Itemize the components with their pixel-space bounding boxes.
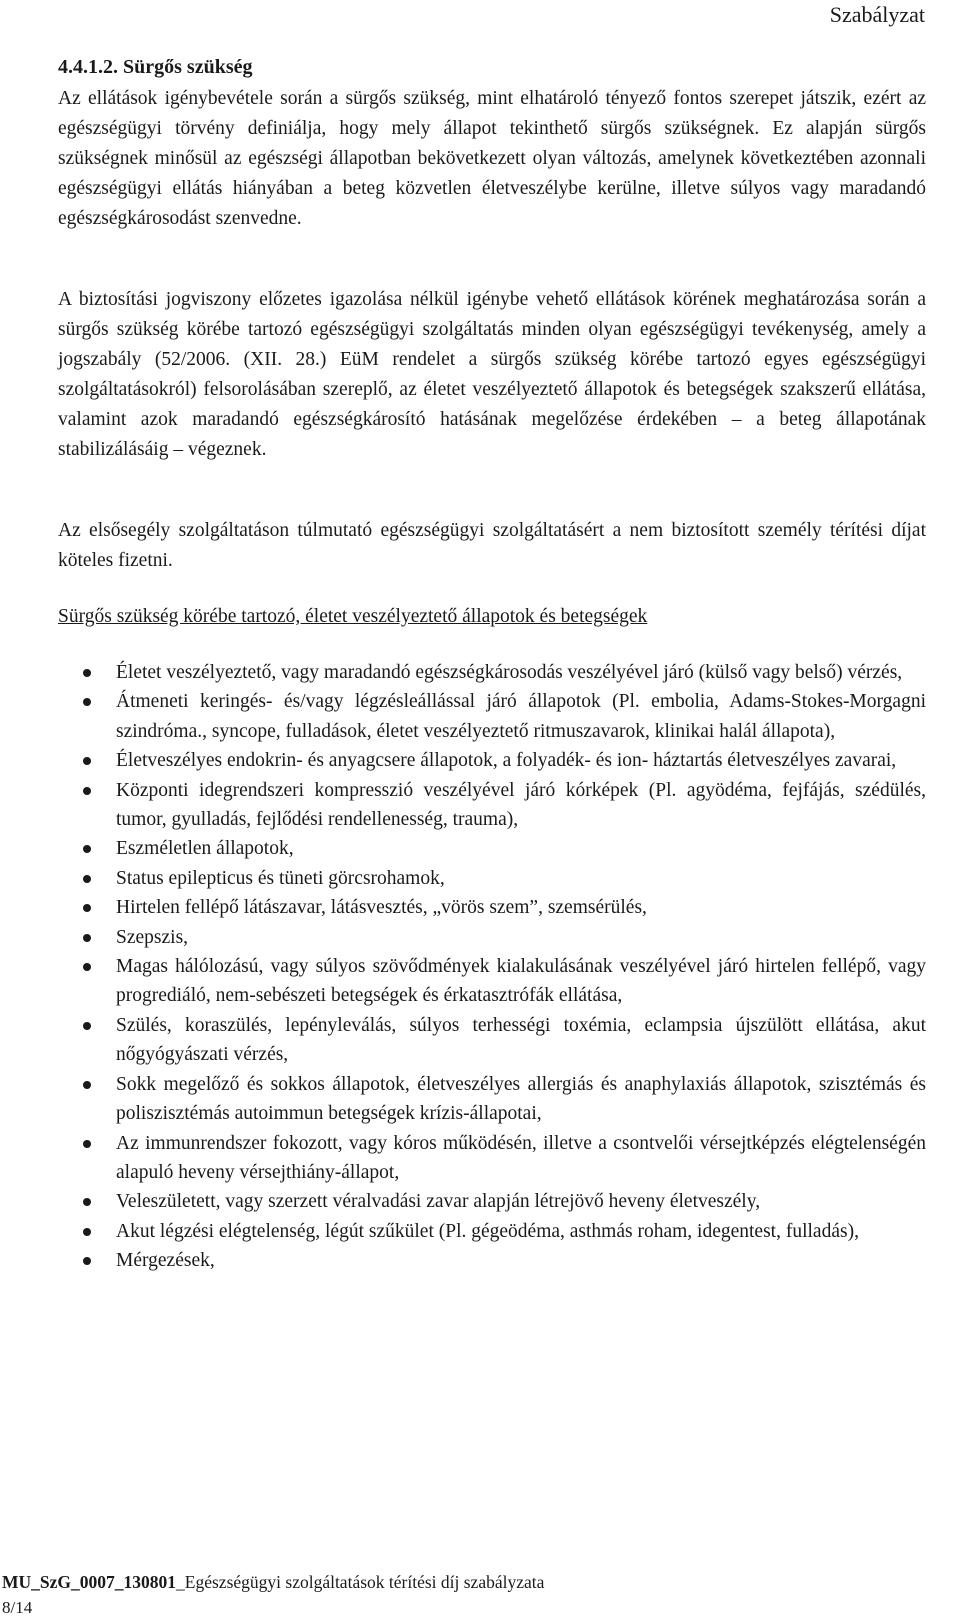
footer-code: MU_SzG_0007_130801 [2,1572,177,1592]
list-item [116,893,926,922]
list-item [116,864,926,893]
list-item-text: Életveszélyes endokrin- és anyagcsere állapotok, a folyadék- és ion- háztartás életveszélyes zavarai, [116,750,897,772]
bullet-icon [83,1022,91,1030]
bullet-icon [83,1081,91,1089]
list-item-text: Magas hálólozású, vagy súlyos szövődmények kialakulásának veszélyével járó hirtelen fellépő, vagy progrediáló, nem-sebészeti betegségek és érkatasztrófák ellátása, [116,956,926,1007]
paragraph-scope: A biztosítási jogviszony előzetes igazolása nélkül igénybe vehető ellátások körének meghatározása során a sürgős szükség körébe tartozó egészségügyi szolgáltatás minden olyan egészségügyi tevékenység, amely a jogszabály (52/2006. (XII. 28.) EüM rendelet a sürgős szükség körébe tartozó egyes egészségügyi szolgáltatásokról) felsorolásában szereplő, az életet veszélyeztető állapotok és betegségek szakszerű ellátása, valamint azok maradandó egészségkárosító hatásának megelőzése érdekében – a beteg állapotának stabilizálásáig – végeznek. [58,289,926,460]
bullet-icon [83,1257,91,1265]
list-item-text: Szülés, koraszülés, lepényleválás, súlyos terhességi toxémia, eclampsia újszülött ellátása, akut nőgyógyászati vérzés, [116,1014,926,1066]
list-item-text: Status epilepticus és tüneti görcsrohamok, [116,867,445,889]
list-item [116,1011,926,1070]
list-item [116,923,926,952]
paragraph-fee: Az elsősegély szolgáltatáson túlmutató egészségügyi szolgáltatásért a nem biztosított személy térítési díjat köteles fizetni. [58,520,926,571]
list-item-text: Átmeneti keringés- és/vagy légzésleállással járó állapotok (Pl. embolia, Adams-Stokes-Morgagni szindróma., syncope, fulladások, életet veszélyeztető ritmuszavarok, klinikai halál állapota), [116,691,926,742]
list-item [116,687,926,746]
list-item [116,1187,926,1216]
list-item-text: Életet veszélyeztető, vagy maradandó egészségkárosodás veszélyével járó (külső vagy belső) vérzés, [116,662,903,683]
list-item [116,1129,926,1188]
bullet-icon [83,1140,91,1148]
page-number: 8/14 [2,1598,33,1617]
list-item [116,952,926,1011]
bullet-icon [83,934,91,942]
list-item [116,746,926,775]
paragraph-definition: Az ellátások igénybevétele során a sürgős szükség, mint elhatároló tényező fontos szerepet játszik, ezért az egészségügyi törvény definiálja, hogy mely állapot tekinthető sürgős szükségnek. Ez alapján sürgős szükségnek minősül az egészségi állapotban bekövetkezett olyan változás, amelynek következtében azonnali egészségügyi ellátás hiányában a beteg közvetlen életveszélybe kerülne, illetve súlyos vagy maradandó egészségkárosodást szenvedne. [58,88,926,229]
list-item [116,1217,926,1246]
list-item [116,776,926,835]
list-item-text: Az immunrendszer fokozott, vagy kóros működésén, illetve a csontvelői vérsejtképzés elégtelenségén alapuló heveny vérsejthiány-állapot, [116,1132,926,1183]
bullet-icon [83,787,91,795]
bullet-icon [83,904,91,912]
footer-document-id [2,1572,544,1593]
list-item [116,1246,926,1275]
bullet-icon [83,963,91,971]
list-item [116,658,926,687]
conditions-list [116,658,926,1276]
bullet-icon [83,1228,91,1236]
bullet-icon [83,669,91,677]
list-title: Sürgős szükség körébe tartozó, életet veszélyeztető állapotok és betegségek [58,606,648,627]
list-item-text: Szepszis, [116,926,189,948]
list-item-text: Hirtelen fellépő látászavar, látásvesztés, „vörös szem”, szemsérülés, [116,897,647,919]
bullet-icon [83,875,91,883]
bullet-icon [83,698,91,706]
list-item-text: Akut légzési elégtelenség, légút szűkület (Pl. gégeödéma, asthmás roham, idegentest, fulladás), [116,1220,859,1242]
list-item [116,1070,926,1129]
bullet-icon [83,757,91,765]
list-item-text: Eszméletlen állapotok, [116,838,294,860]
section-heading: 4.4.1.2. Sürgős szükség [58,56,253,78]
footer-title: _Egészségügyi szolgáltatások térítési díj szabályzata [176,1572,545,1592]
list-item-text: Központi idegrendszeri kompresszió veszélyével járó kórképek (Pl. agyödéma, fejfájás, szédülés, tumor, gyulladás, fejlődési rendellenesség, trauma), [116,779,926,831]
bullet-icon [83,845,91,853]
list-item-text: Veleszületett, vagy szerzett véralvadási zavar alapján létrejövő heveny életveszély, [116,1191,761,1213]
list-item [116,834,926,863]
list-item-text: Sokk megelőző és sokkos állapotok, életveszélyes allergiás és anaphylaxiás állapotok, szisztémás és poliszisztémás autoimmun betegségek krízis-állapotai, [116,1073,926,1125]
list-item-text: Mérgezések, [116,1250,215,1272]
bullet-icon [83,1198,91,1206]
document-type-label: Szabályzat [829,2,925,27]
